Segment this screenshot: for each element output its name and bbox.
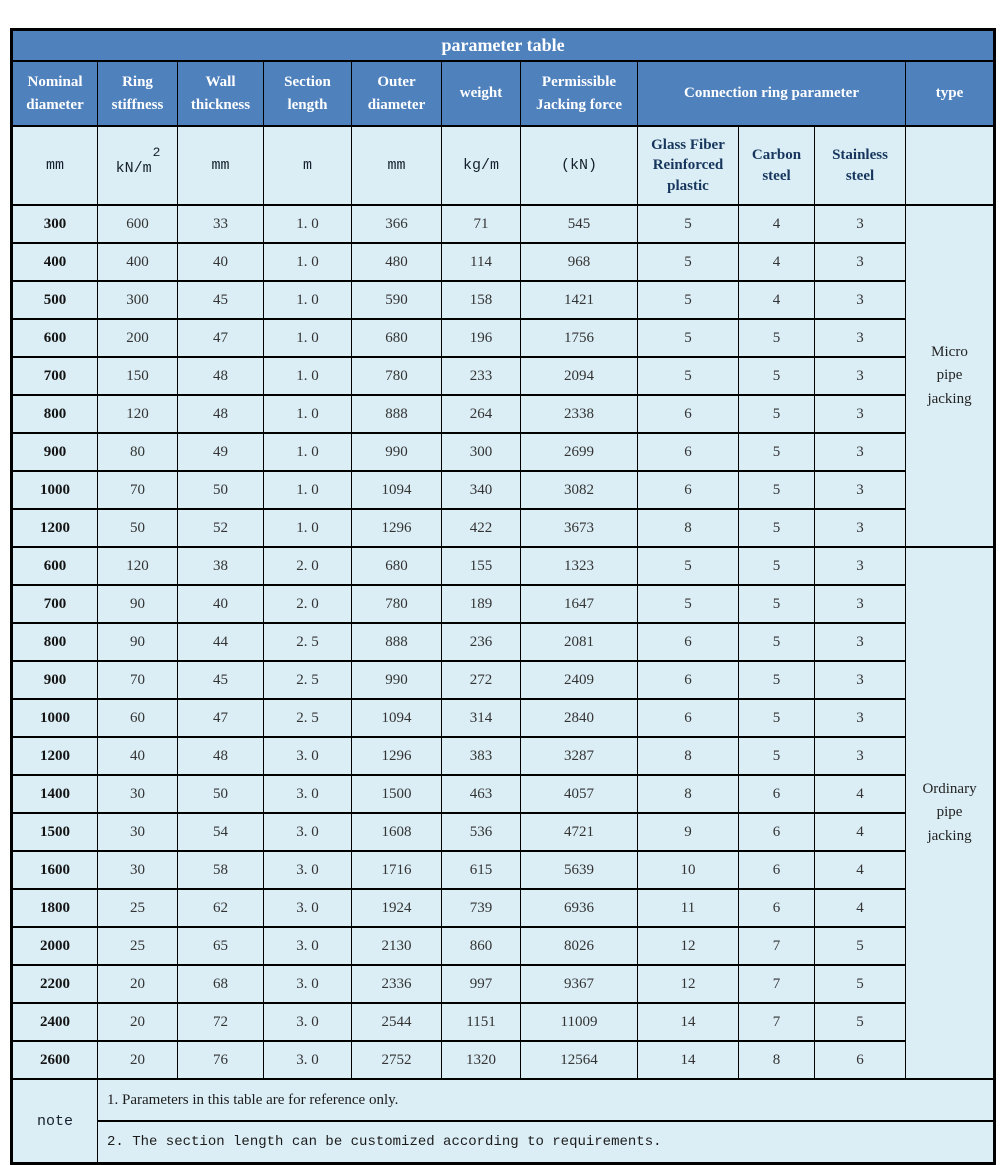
value-cell: 11: [638, 889, 739, 927]
value-cell: 196: [442, 319, 521, 357]
value-cell: 680: [352, 319, 442, 357]
value-cell: 8: [638, 509, 739, 547]
value-cell: 45: [178, 281, 264, 319]
value-cell: 1094: [352, 471, 442, 509]
col-header-section-length: Section length: [264, 61, 352, 126]
value-cell: 3: [815, 585, 906, 623]
table-row: [12, 205, 995, 243]
value-cell: 3: [815, 319, 906, 357]
value-cell: 20: [98, 1003, 178, 1041]
value-cell: 5: [638, 319, 739, 357]
value-cell: 50: [178, 775, 264, 813]
value-cell: 314: [442, 699, 521, 737]
value-cell: 4: [815, 851, 906, 889]
value-cell: 4: [739, 243, 815, 281]
note-label: note: [12, 1079, 98, 1164]
value-cell: 189: [442, 585, 521, 623]
value-cell: 3: [815, 699, 906, 737]
value-cell: 990: [352, 661, 442, 699]
value-cell: 8: [638, 775, 739, 813]
value-cell: 8: [638, 737, 739, 775]
value-cell: 480: [352, 243, 442, 281]
value-cell: 2. 5: [264, 623, 352, 661]
unit-weight: kg/m: [442, 126, 521, 205]
unit-ring-stiffness-superscript: 2: [152, 144, 161, 160]
nominal-diameter-cell: 2400: [12, 1003, 98, 1041]
value-cell: 233: [442, 357, 521, 395]
value-cell: 5: [815, 1003, 906, 1041]
nominal-diameter-cell: 400: [12, 243, 98, 281]
value-cell: 47: [178, 699, 264, 737]
value-cell: 1296: [352, 737, 442, 775]
value-cell: 5: [815, 927, 906, 965]
value-cell: 4: [815, 813, 906, 851]
value-cell: 65: [178, 927, 264, 965]
value-cell: 158: [442, 281, 521, 319]
value-cell: 5: [638, 547, 739, 585]
col-header-wall-thickness: Wall thickness: [178, 61, 264, 126]
value-cell: 5: [739, 471, 815, 509]
value-cell: 3. 0: [264, 965, 352, 1003]
value-cell: 54: [178, 813, 264, 851]
value-cell: 5: [739, 547, 815, 585]
value-cell: 8026: [521, 927, 638, 965]
value-cell: 600: [98, 205, 178, 243]
type-cell: Micro pipe jacking: [906, 205, 995, 547]
value-cell: 968: [521, 243, 638, 281]
value-cell: 2409: [521, 661, 638, 699]
value-cell: 1500: [352, 775, 442, 813]
value-cell: 3: [815, 509, 906, 547]
unit-wall-thickness: mm: [178, 126, 264, 205]
col-header-outer-diameter: Outer diameter: [352, 61, 442, 126]
value-cell: 3. 0: [264, 813, 352, 851]
value-cell: 6: [739, 889, 815, 927]
value-cell: 48: [178, 395, 264, 433]
value-cell: 739: [442, 889, 521, 927]
nominal-diameter-cell: 500: [12, 281, 98, 319]
value-cell: 2. 5: [264, 699, 352, 737]
value-cell: 1. 0: [264, 433, 352, 471]
value-cell: 264: [442, 395, 521, 433]
value-cell: 300: [98, 281, 178, 319]
value-cell: 14: [638, 1003, 739, 1041]
value-cell: 463: [442, 775, 521, 813]
value-cell: 545: [521, 205, 638, 243]
value-cell: 5: [739, 395, 815, 433]
unit-ring-stiffness: [98, 126, 178, 205]
value-cell: 340: [442, 471, 521, 509]
value-cell: 5: [739, 699, 815, 737]
parameter-table: [10, 28, 996, 1165]
value-cell: 12: [638, 965, 739, 1003]
value-cell: 997: [442, 965, 521, 1003]
table-title: parameter table: [12, 30, 995, 62]
value-cell: 3: [815, 205, 906, 243]
nominal-diameter-cell: 700: [12, 585, 98, 623]
value-cell: 2. 0: [264, 547, 352, 585]
value-cell: 70: [98, 471, 178, 509]
value-cell: 60: [98, 699, 178, 737]
value-cell: 5639: [521, 851, 638, 889]
value-cell: 1. 0: [264, 395, 352, 433]
nominal-diameter-cell: 1500: [12, 813, 98, 851]
value-cell: 5: [739, 509, 815, 547]
col-header-nominal-diameter: Nominal diameter: [12, 61, 98, 126]
value-cell: 4057: [521, 775, 638, 813]
value-cell: 272: [442, 661, 521, 699]
nominal-diameter-cell: 2200: [12, 965, 98, 1003]
value-cell: 2699: [521, 433, 638, 471]
value-cell: 2. 5: [264, 661, 352, 699]
value-cell: 5: [739, 433, 815, 471]
value-cell: 38: [178, 547, 264, 585]
value-cell: 14: [638, 1041, 739, 1079]
value-cell: 5: [739, 661, 815, 699]
data-body: [12, 205, 995, 1079]
value-cell: 5: [815, 965, 906, 1003]
nominal-diameter-cell: 800: [12, 395, 98, 433]
value-cell: 3: [815, 357, 906, 395]
value-cell: 3. 0: [264, 851, 352, 889]
nominal-diameter-cell: 600: [12, 319, 98, 357]
value-cell: 780: [352, 357, 442, 395]
value-cell: 70: [98, 661, 178, 699]
subcol-header-glass-fiber-reinforced-plastic: Glass Fiber Reinforced plastic: [638, 126, 739, 205]
value-cell: 3: [815, 623, 906, 661]
value-cell: 50: [98, 509, 178, 547]
value-cell: 6: [739, 851, 815, 889]
value-cell: 3: [815, 661, 906, 699]
value-cell: 49: [178, 433, 264, 471]
value-cell: 1094: [352, 699, 442, 737]
note-line-2: 2. The section length can be customized according to requirements.: [98, 1121, 995, 1164]
col-header-permissible-jacking-force: Permissible Jacking force: [521, 61, 638, 126]
value-cell: 383: [442, 737, 521, 775]
value-cell: 4: [815, 775, 906, 813]
title-row: [12, 30, 995, 62]
value-cell: 2338: [521, 395, 638, 433]
nominal-diameter-cell: 2000: [12, 927, 98, 965]
table-row: [12, 965, 995, 1003]
table-row: [12, 471, 995, 509]
value-cell: 2840: [521, 699, 638, 737]
unit-type-empty-cell: [906, 126, 995, 205]
table-row: [12, 433, 995, 471]
value-cell: 200: [98, 319, 178, 357]
value-cell: 150: [98, 357, 178, 395]
table-row: [12, 623, 995, 661]
table-row: [12, 547, 995, 585]
value-cell: 1296: [352, 509, 442, 547]
note-line-1: 1. Parameters in this table are for reference only.: [98, 1079, 995, 1121]
value-cell: 44: [178, 623, 264, 661]
nominal-diameter-cell: 300: [12, 205, 98, 243]
table-row: [12, 699, 995, 737]
nominal-diameter-cell: 1400: [12, 775, 98, 813]
value-cell: 6: [638, 623, 739, 661]
value-cell: 80: [98, 433, 178, 471]
value-cell: 1. 0: [264, 243, 352, 281]
table-row: [12, 927, 995, 965]
value-cell: 50: [178, 471, 264, 509]
value-cell: 40: [178, 243, 264, 281]
value-cell: 12564: [521, 1041, 638, 1079]
header-row: [12, 61, 995, 126]
value-cell: 9367: [521, 965, 638, 1003]
value-cell: 1323: [521, 547, 638, 585]
value-cell: 48: [178, 737, 264, 775]
value-cell: 7: [739, 965, 815, 1003]
table-row: [12, 1041, 995, 1079]
value-cell: 3: [815, 471, 906, 509]
table-row: [12, 775, 995, 813]
units-row: [12, 126, 995, 205]
value-cell: 5: [739, 623, 815, 661]
nominal-diameter-cell: 900: [12, 433, 98, 471]
value-cell: 5: [739, 357, 815, 395]
value-cell: 3. 0: [264, 927, 352, 965]
value-cell: 6: [739, 775, 815, 813]
value-cell: 366: [352, 205, 442, 243]
value-cell: 2130: [352, 927, 442, 965]
table-row: [12, 243, 995, 281]
value-cell: 6: [638, 661, 739, 699]
value-cell: 1151: [442, 1003, 521, 1041]
nominal-diameter-cell: 2600: [12, 1041, 98, 1079]
value-cell: 1924: [352, 889, 442, 927]
unit-nominal-diameter: mm: [12, 126, 98, 205]
note-row-2: [12, 1121, 995, 1164]
value-cell: 1. 0: [264, 319, 352, 357]
value-cell: 6: [638, 433, 739, 471]
value-cell: 3: [815, 395, 906, 433]
nominal-diameter-cell: 1000: [12, 471, 98, 509]
value-cell: 5: [739, 319, 815, 357]
col-header-ring-stiffness: Ring stiffness: [98, 61, 178, 126]
nominal-diameter-cell: 1600: [12, 851, 98, 889]
nominal-diameter-cell: 1000: [12, 699, 98, 737]
value-cell: 33: [178, 205, 264, 243]
table-row: [12, 813, 995, 851]
value-cell: 47: [178, 319, 264, 357]
unit-section-length: m: [264, 126, 352, 205]
value-cell: 62: [178, 889, 264, 927]
value-cell: 2081: [521, 623, 638, 661]
value-cell: 1756: [521, 319, 638, 357]
value-cell: 3. 0: [264, 737, 352, 775]
value-cell: 1320: [442, 1041, 521, 1079]
value-cell: 7: [739, 1003, 815, 1041]
value-cell: 90: [98, 585, 178, 623]
nominal-diameter-cell: 900: [12, 661, 98, 699]
value-cell: 6936: [521, 889, 638, 927]
value-cell: 90: [98, 623, 178, 661]
unit-outer-diameter: mm: [352, 126, 442, 205]
value-cell: 4: [815, 889, 906, 927]
value-cell: 1. 0: [264, 509, 352, 547]
table-row: [12, 661, 995, 699]
table-row: [12, 889, 995, 927]
value-cell: 48: [178, 357, 264, 395]
value-cell: 536: [442, 813, 521, 851]
nominal-diameter-cell: 700: [12, 357, 98, 395]
table-row: [12, 585, 995, 623]
value-cell: 30: [98, 775, 178, 813]
table-row: [12, 281, 995, 319]
value-cell: 6: [638, 699, 739, 737]
value-cell: 5: [739, 737, 815, 775]
value-cell: 40: [178, 585, 264, 623]
value-cell: 11009: [521, 1003, 638, 1041]
table-row: [12, 357, 995, 395]
value-cell: 3. 0: [264, 1003, 352, 1041]
table-row: [12, 737, 995, 775]
value-cell: 68: [178, 965, 264, 1003]
value-cell: 2544: [352, 1003, 442, 1041]
value-cell: 45: [178, 661, 264, 699]
value-cell: 120: [98, 547, 178, 585]
nominal-diameter-cell: 1200: [12, 737, 98, 775]
value-cell: 1608: [352, 813, 442, 851]
value-cell: 1716: [352, 851, 442, 889]
value-cell: 1. 0: [264, 357, 352, 395]
subcol-header-carbon-steel: Carbon steel: [739, 126, 815, 205]
value-cell: 58: [178, 851, 264, 889]
value-cell: 780: [352, 585, 442, 623]
value-cell: 5: [638, 281, 739, 319]
value-cell: 120: [98, 395, 178, 433]
value-cell: 25: [98, 889, 178, 927]
value-cell: 72: [178, 1003, 264, 1041]
value-cell: 3082: [521, 471, 638, 509]
value-cell: 20: [98, 1041, 178, 1079]
value-cell: 1. 0: [264, 205, 352, 243]
unit-permissible-jacking-force: (kN): [521, 126, 638, 205]
value-cell: 9: [638, 813, 739, 851]
value-cell: 888: [352, 395, 442, 433]
value-cell: 590: [352, 281, 442, 319]
value-cell: 680: [352, 547, 442, 585]
value-cell: 10: [638, 851, 739, 889]
value-cell: 888: [352, 623, 442, 661]
value-cell: 300: [442, 433, 521, 471]
col-header-weight: weight: [442, 61, 521, 126]
value-cell: 40: [98, 737, 178, 775]
value-cell: 114: [442, 243, 521, 281]
value-cell: 71: [442, 205, 521, 243]
value-cell: 52: [178, 509, 264, 547]
value-cell: 3287: [521, 737, 638, 775]
value-cell: 7: [739, 927, 815, 965]
unit-ring-stiffness-base: kN/m: [115, 159, 152, 177]
value-cell: 5: [638, 585, 739, 623]
value-cell: 8: [739, 1041, 815, 1079]
value-cell: 5: [638, 205, 739, 243]
value-cell: 20: [98, 965, 178, 1003]
value-cell: 5: [638, 357, 739, 395]
value-cell: 2. 0: [264, 585, 352, 623]
value-cell: 12: [638, 927, 739, 965]
value-cell: 6: [638, 395, 739, 433]
value-cell: 615: [442, 851, 521, 889]
value-cell: 1. 0: [264, 281, 352, 319]
table-row: [12, 319, 995, 357]
value-cell: 2336: [352, 965, 442, 1003]
value-cell: 5: [638, 243, 739, 281]
value-cell: 236: [442, 623, 521, 661]
value-cell: 30: [98, 851, 178, 889]
value-cell: 2094: [521, 357, 638, 395]
table-row: [12, 509, 995, 547]
value-cell: 3: [815, 737, 906, 775]
subcol-header-stainless-steel: Stainless steel: [815, 126, 906, 205]
value-cell: 3: [815, 433, 906, 471]
value-cell: 30: [98, 813, 178, 851]
nominal-diameter-cell: 1800: [12, 889, 98, 927]
nominal-diameter-cell: 1200: [12, 509, 98, 547]
value-cell: 3. 0: [264, 775, 352, 813]
note-row-1: [12, 1079, 995, 1121]
value-cell: 1421: [521, 281, 638, 319]
col-header-type: type: [906, 61, 995, 126]
value-cell: 4721: [521, 813, 638, 851]
type-cell: Ordinary pipe jacking: [906, 547, 995, 1079]
value-cell: 1. 0: [264, 471, 352, 509]
value-cell: 25: [98, 927, 178, 965]
value-cell: 6: [815, 1041, 906, 1079]
value-cell: 4: [739, 281, 815, 319]
nominal-diameter-cell: 600: [12, 547, 98, 585]
value-cell: 155: [442, 547, 521, 585]
value-cell: 3673: [521, 509, 638, 547]
value-cell: 2752: [352, 1041, 442, 1079]
value-cell: 400: [98, 243, 178, 281]
value-cell: 3: [815, 547, 906, 585]
value-cell: 76: [178, 1041, 264, 1079]
value-cell: 5: [739, 585, 815, 623]
table-row: [12, 1003, 995, 1041]
value-cell: 3: [815, 281, 906, 319]
table-row: [12, 395, 995, 433]
value-cell: 4: [739, 205, 815, 243]
table-row: [12, 851, 995, 889]
value-cell: 422: [442, 509, 521, 547]
value-cell: 3. 0: [264, 889, 352, 927]
col-header-connection-ring-parameter: Connection ring parameter: [638, 61, 906, 126]
value-cell: 6: [638, 471, 739, 509]
value-cell: 1647: [521, 585, 638, 623]
value-cell: 3. 0: [264, 1041, 352, 1079]
value-cell: 3: [815, 243, 906, 281]
value-cell: 860: [442, 927, 521, 965]
nominal-diameter-cell: 800: [12, 623, 98, 661]
value-cell: 990: [352, 433, 442, 471]
value-cell: 6: [739, 813, 815, 851]
